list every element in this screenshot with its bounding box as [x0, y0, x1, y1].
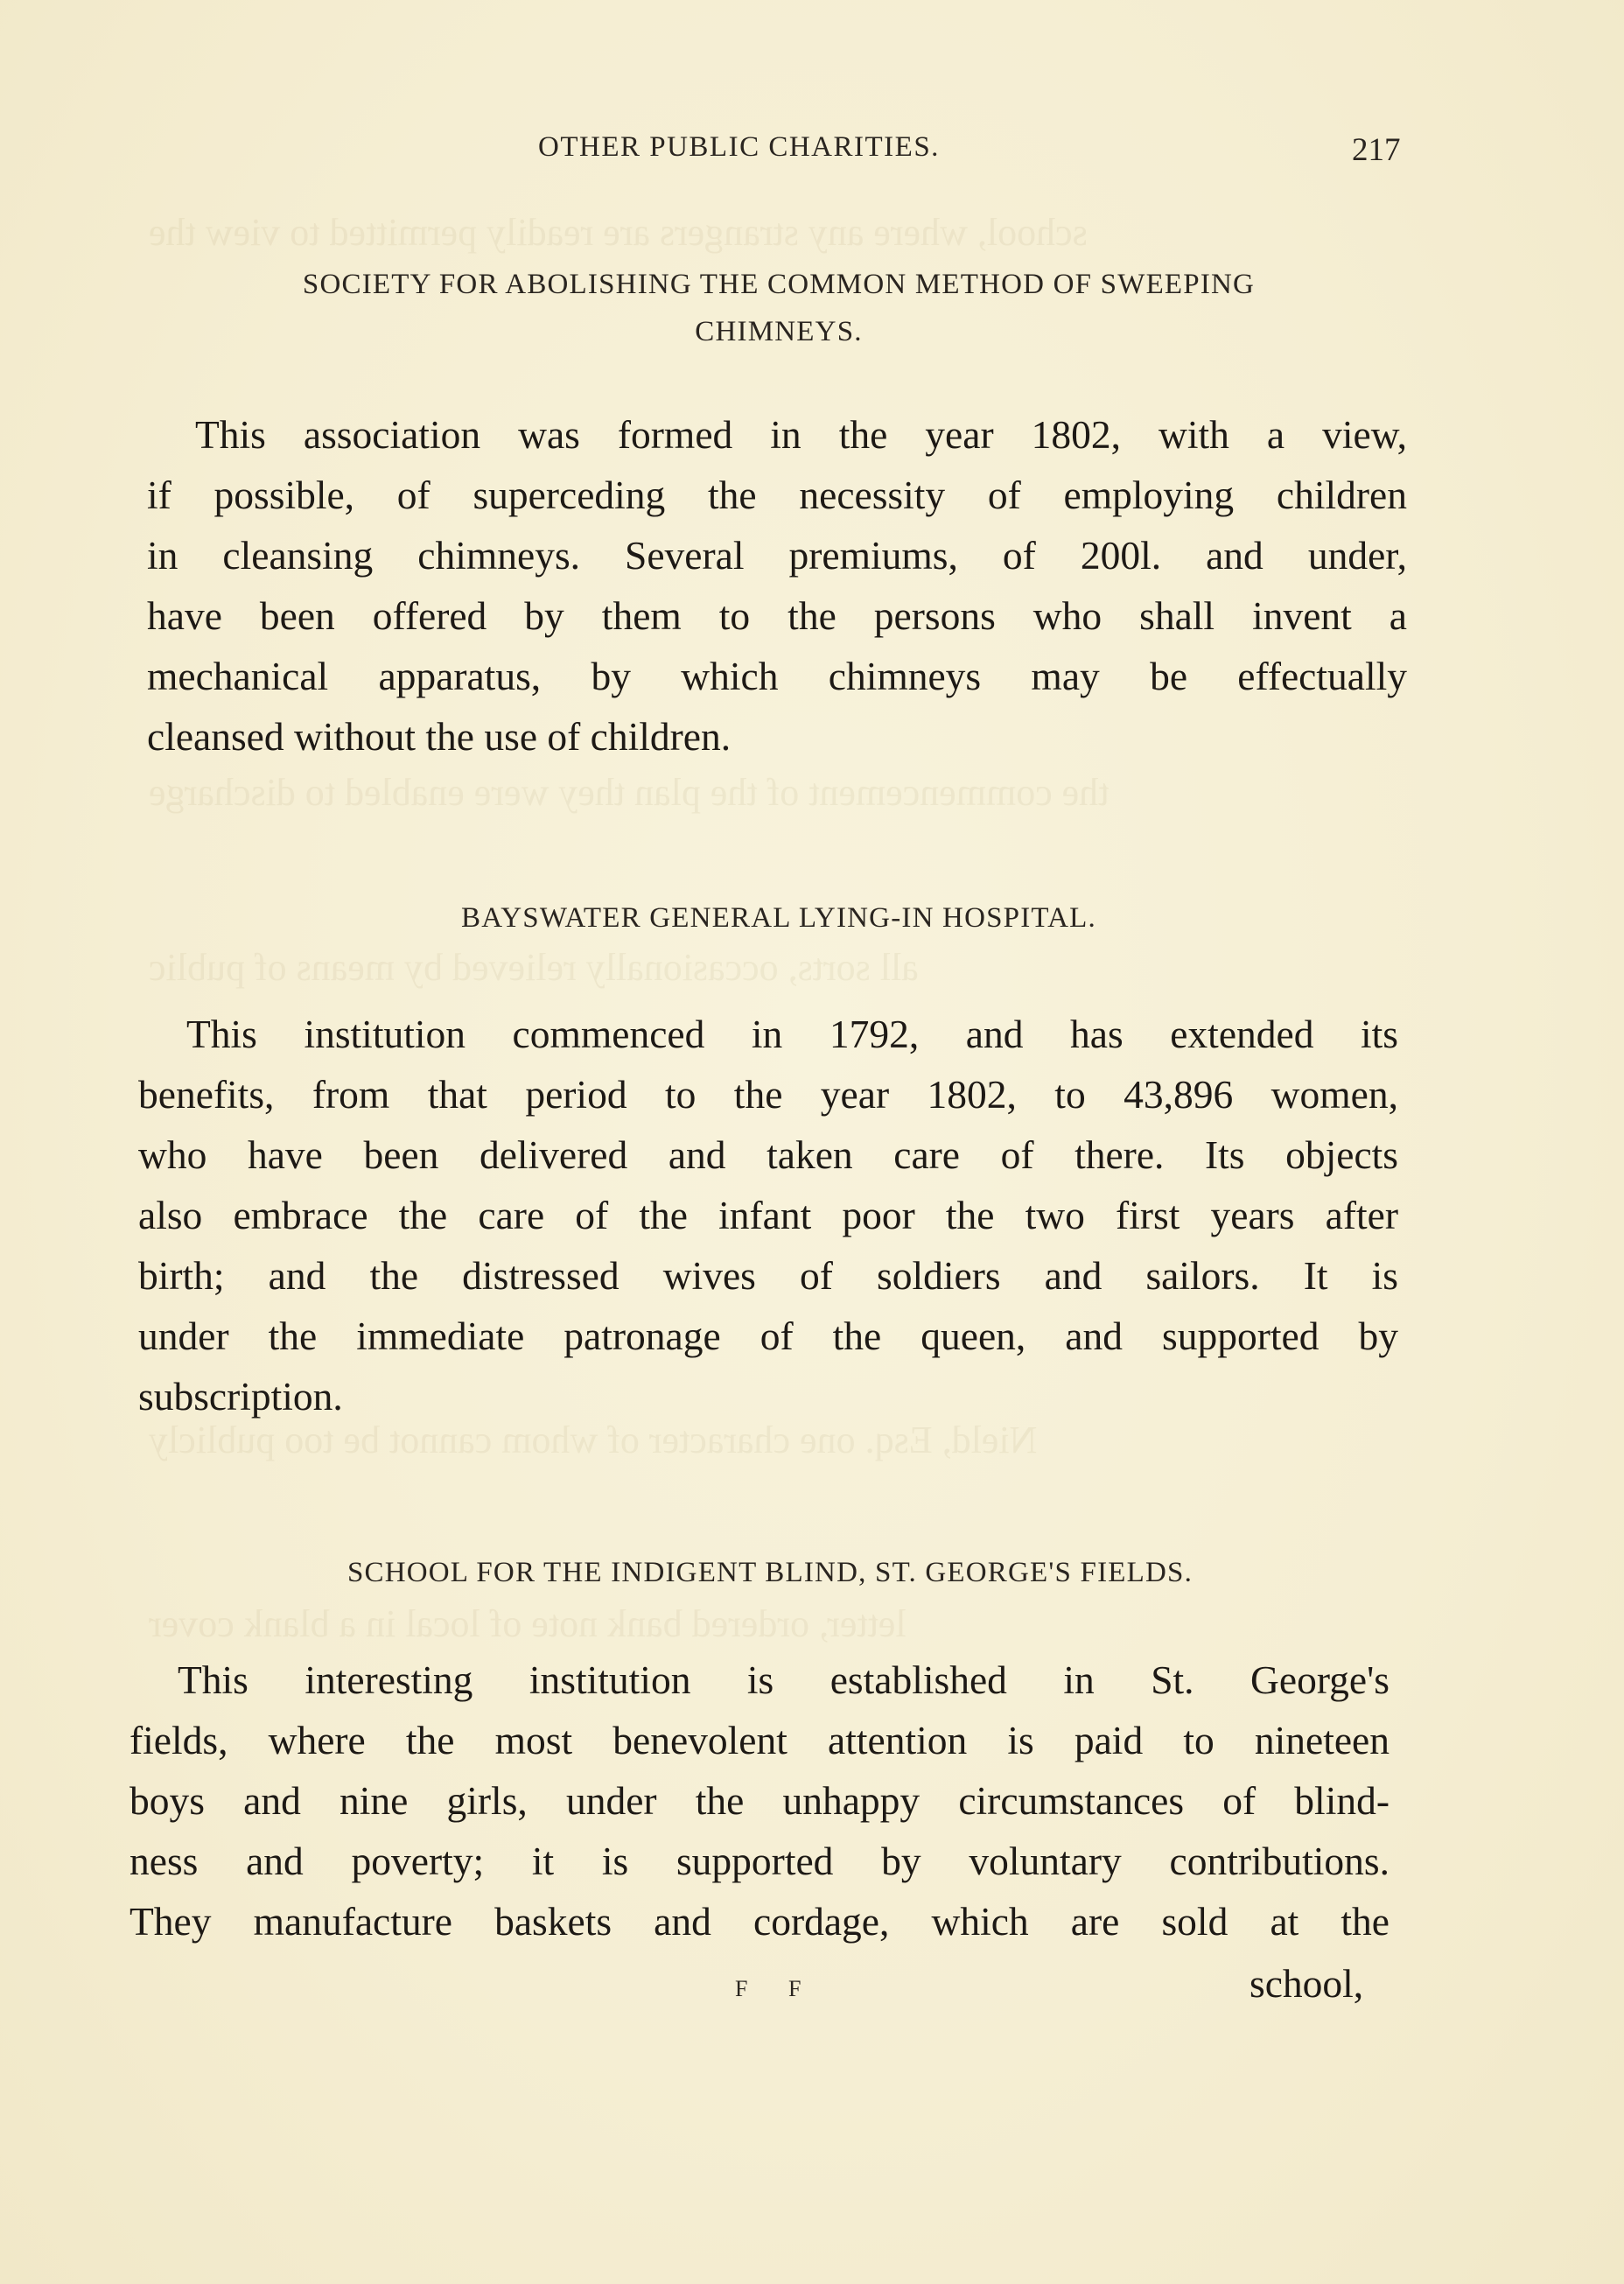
- show-through-text: all sorts, occasionally relieved by means of public: [149, 946, 919, 989]
- signature-mark: F F: [735, 1976, 819, 2001]
- running-head: OTHER PUBLIC CHARITIES.: [538, 131, 940, 163]
- heading-line: BAYSWATER GENERAL LYING-IN HOSPITAL.: [461, 902, 1096, 934]
- text-line: mechanical apparatus, by which chimneys may be effectually: [147, 654, 1407, 698]
- show-through-text: letter, ordered bank note of local in a blank cover: [149, 1602, 906, 1645]
- heading-line: SCHOOL FOR THE INDIGENT BLIND, ST. GEORGE'S FIELDS.: [346, 1557, 1194, 1588]
- section-heading-indigent-blind-school: [140, 1549, 1400, 1596]
- text-line: boys and nine girls, under the unhappy circumstances of blind-: [130, 1778, 1390, 1823]
- text-line: cleansed without the use of children.: [147, 714, 732, 759]
- text-line: who have been delivered and taken care of there. Its objects: [138, 1132, 1398, 1177]
- text-line: under the immediate patronage of the queen, and supported by: [138, 1314, 1398, 1358]
- text-line: benefits, from that period to the year 1802, to 43,896 women,: [138, 1072, 1398, 1117]
- heading-line: CHIMNEYS.: [695, 316, 863, 347]
- text-line: have been offered by them to the persons who shall invent a: [147, 593, 1407, 638]
- section-heading-bayswater-hospital: [149, 894, 1409, 942]
- section-heading-chimney-sweeping: [149, 261, 1409, 355]
- heading-line: SOCIETY FOR ABOLISHING THE COMMON METHOD OF SWEEPING: [302, 269, 1256, 300]
- text-line: This association was formed in the year 1802, with a view,: [195, 412, 1407, 457]
- catchword: school,: [1250, 1961, 1364, 2006]
- text-line: birth; and the distressed wives of soldiers and sailors. It is: [138, 1253, 1398, 1298]
- text-line: They manufacture baskets and cordage, which are sold at the: [130, 1899, 1390, 1944]
- show-through-text: school, where any strangers are readily permitted to view the: [149, 211, 1088, 254]
- section-body-bayswater-hospital: [138, 1004, 1398, 1426]
- show-through-text: Nield, Esq. one character of whom cannot be too publicly: [149, 1419, 1038, 1461]
- text-line: This interesting institution is established in St. George's: [178, 1657, 1390, 1702]
- section-body-chimney-sweeping: [147, 404, 1407, 767]
- text-line: This institution commenced in 1792, and has extended its: [186, 1012, 1398, 1056]
- text-line: subscription.: [138, 1374, 343, 1419]
- text-line: if possible, of superceding the necessity of employing children: [147, 473, 1407, 517]
- show-through-text: the commencement of the plan they were enabled to discharge: [149, 771, 1110, 814]
- text-line: fields, where the most benevolent attention is paid to nineteen: [130, 1718, 1390, 1762]
- text-line: in cleansing chimneys. Several premiums, of 200l. and under,: [147, 533, 1407, 578]
- page-number: 217: [1352, 132, 1401, 168]
- text-line: ness and poverty; it is supported by voluntary contributions.: [130, 1839, 1390, 1883]
- text-line: also embrace the care of the infant poor the two first years after: [138, 1193, 1398, 1237]
- section-body-indigent-blind-school: [130, 1650, 1390, 1951]
